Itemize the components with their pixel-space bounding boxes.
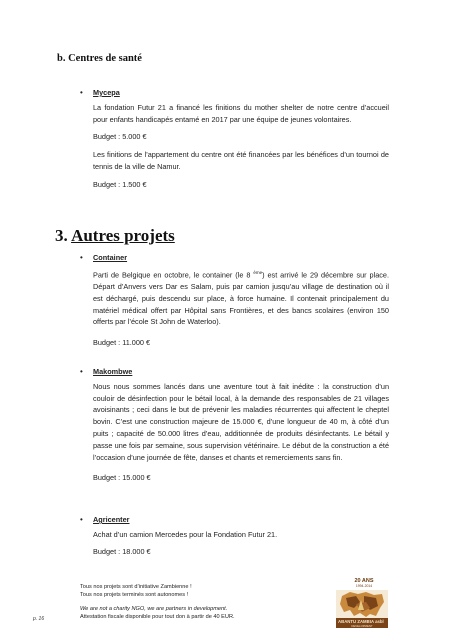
item-paragraph: Achat d’un camion Mercedes pour la Fondation Futur 21. — [93, 529, 278, 539]
item-paragraph: Les finitions de l’appartement du centre ont été financées par les bénéfices d’un tournoi de tennis de la ville de Namur. — [93, 150, 389, 171]
badge-dates: 1994-2014 — [355, 584, 373, 588]
item-budget: Budget : 11.000 € — [93, 338, 151, 348]
footer-line: Tous nos projets sont d’initiative Zambienne ! — [80, 584, 192, 590]
item-title: Container — [93, 253, 128, 262]
list-item-agricenter — [93, 514, 389, 557]
logo-banner — [336, 618, 388, 628]
africa-map-icon — [336, 590, 388, 618]
section-number: 3. — [55, 226, 68, 245]
abantu-zambia-logo — [336, 578, 388, 630]
list-item-container — [93, 252, 389, 349]
bullet-icon: • — [80, 253, 83, 262]
bullet-icon: • — [80, 515, 83, 524]
superscript: ème — [253, 269, 263, 275]
bullet-icon: • — [80, 88, 83, 97]
text-run: ) est arrivé le 29 décembre sur place. Départ d’Anvers vers Dar es Salam, puis par camion jusqu’au village de destination où il est déchargé, puis descendu sur place, à force humaine. Il contenait principalement du matériel médical offert par Hôpital sans Frontières, et des bancs scolaires (environ 150 offerts par l’école St John de Waterloo). — [93, 270, 389, 327]
footer-line: Tous nos projets terminés sont autonomes ! — [80, 592, 189, 598]
section-title: Autres projets — [71, 226, 175, 245]
item-budget: Budget : 15.000 € — [93, 473, 151, 483]
list-item-mycepa — [93, 87, 389, 191]
bullet-icon: • — [80, 367, 83, 376]
text-run: Parti de Belgique en octobre, le container (le 8 — [93, 270, 254, 280]
item-paragraph — [93, 267, 389, 328]
footer-line: Attestation fiscale disponible pour tout don à partir de 40 EUR. — [80, 614, 235, 620]
page-number: p. 16 — [33, 616, 45, 622]
section-heading-other-projects — [55, 226, 175, 246]
badge-years: 20 ANS — [354, 578, 374, 584]
item-title: Mycepa — [93, 88, 120, 97]
item-title: Makombwe — [93, 367, 133, 376]
logo-tagline: DEVELOPMENT — [351, 623, 373, 628]
item-budget: Budget : 1.500 € — [93, 179, 147, 189]
page-footer — [80, 583, 310, 621]
section-heading-health-centres: b. Centres de santé — [57, 53, 142, 64]
logo-name: ABANTU ZAMBIA asbl — [338, 619, 384, 624]
list-item-makombwe — [93, 366, 389, 484]
item-paragraph: La fondation Futur 21 a financé les finitions du mother shelter de notre centre d’accueil pour enfants handicapés entamé en 2017 par une équipe de jeunes volontaires. — [93, 102, 389, 124]
footer-slogan: We are not a charity NGO, we are partners in development. — [80, 606, 228, 612]
item-paragraph: Nous nous sommes lancés dans une aventure tout à fait inédite : la construction d’un couloir de désinfection pour le bétail local, à la demande des responsables de 21 villages avoisinants ; ceci dans le but de prévenir les maladies récurrentes qui affectent le cheptel bovin. C’est une construction majeure de 15.000 €, d’une longueur de 40 m, à côté d’un puits ; capacité de 50.000 litres d’eau, additionnée de produits désinfectants. Le bétail y passe une fois par semaine, sous supervision vétérinaire. Le début de la construction a été l’occasion d’une journée de fête, danses et chants et remerciements sans fin. — [93, 381, 389, 462]
item-title: Agricenter — [93, 515, 130, 524]
item-budget: Budget : 5.000 € — [93, 132, 147, 142]
item-budget: Budget : 18.000 € — [93, 546, 151, 556]
